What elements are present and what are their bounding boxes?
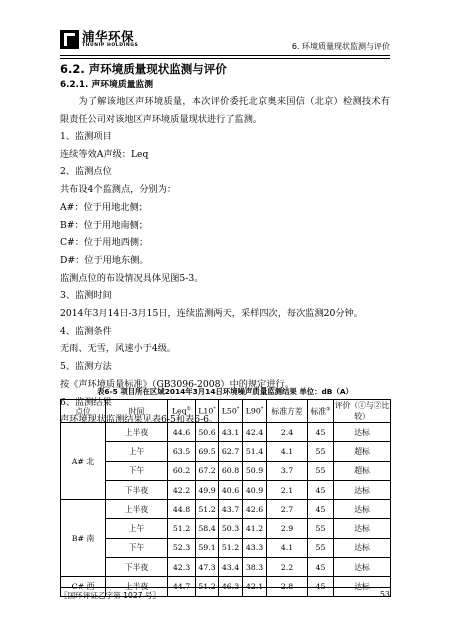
table-cell: 43.7 — [219, 500, 243, 519]
detail-line: 1、监测项目 — [60, 131, 112, 142]
table-cell: 2.2 — [267, 558, 308, 577]
table-cell: 51.2 — [219, 538, 243, 557]
detail-line: 按《声环境质量标准》（GB3096-2008）中的规定进行。 — [60, 378, 294, 390]
table-cell: 44.6 — [168, 423, 196, 442]
table-cell: 上半夜 — [106, 577, 168, 596]
chapter-title: 6. 环境质量现状监测与评价 — [291, 42, 390, 51]
table-cell: 50.6 — [196, 423, 219, 442]
subsection-heading: 6.2.1. 声环境质量监测 — [60, 80, 154, 90]
table-cell: 51.2 — [196, 500, 219, 519]
header-divider — [60, 55, 390, 56]
table-cell: 超标 — [334, 442, 391, 461]
header-l50: L50* — [219, 400, 243, 423]
table-header-row — [61, 400, 391, 423]
table-cell: 42.1 — [243, 577, 267, 596]
table-row — [61, 480, 391, 499]
detail-line: 无雨、无雪，风速小于4级。 — [60, 343, 177, 355]
table-cell: 52.3 — [168, 538, 196, 557]
table-cell: 43.1 — [219, 423, 243, 442]
table-cell: 43.4 — [219, 558, 243, 577]
thunip-logo-icon — [60, 30, 79, 49]
license-number: 〖国环评证乙字第 1027 号〗 — [60, 591, 161, 600]
table-cell: 达标 — [334, 538, 391, 557]
table-cell: 50.9 — [243, 461, 267, 480]
table-cell: 50.3 — [219, 519, 243, 538]
table-cell: 下午 — [106, 461, 168, 480]
detail-line: B#：位于用地南侧； — [60, 219, 148, 231]
table-row — [61, 423, 391, 442]
table-row — [61, 538, 391, 557]
detail-line: D#：位于用地东侧。 — [60, 254, 149, 266]
table-cell: 4.1 — [267, 538, 308, 557]
table-cell: 2.9 — [267, 519, 308, 538]
table-cell: 42.4 — [243, 423, 267, 442]
table-cell: 49.9 — [196, 480, 219, 499]
site-cell: A# 北 — [61, 423, 106, 500]
table-cell: 46.3 — [219, 577, 243, 596]
table-cell: 51.4 — [243, 442, 267, 461]
table-cell: 55 — [308, 461, 334, 480]
table-row — [61, 461, 391, 480]
table-row — [61, 519, 391, 538]
table-cell: 59.1 — [196, 538, 219, 557]
table-cell: 60.8 — [219, 461, 243, 480]
table-cell: 达标 — [334, 558, 391, 577]
table-cell: 44.8 — [168, 500, 196, 519]
table-cell: 下半夜 — [106, 558, 168, 577]
table-cell: 上午 — [106, 442, 168, 461]
table-cell: 下午 — [106, 538, 168, 557]
table-cell: 62.7 — [219, 442, 243, 461]
detail-line: 3、监测时间 — [60, 290, 112, 302]
footer-divider — [60, 587, 390, 588]
table-cell: 42.6 — [243, 500, 267, 519]
table-cell: 超标 — [334, 461, 391, 480]
section-heading: 6.2. 声环境质量现状监测与评价 — [60, 62, 227, 76]
table-cell: 达标 — [334, 480, 391, 499]
table-cell: 45 — [308, 500, 334, 519]
logo-chinese-name: 浦华环保 — [82, 28, 135, 44]
table-cell: 达标 — [334, 423, 391, 442]
detail-line: 5、监测方法 — [60, 361, 112, 373]
table-cell: 3.7 — [267, 461, 308, 480]
header-l90: L90* — [243, 400, 267, 423]
table-cell: 2.8 — [267, 577, 308, 596]
table-cell: 4.1 — [267, 442, 308, 461]
header-divider-thin — [60, 58, 390, 59]
header-l10: L10* — [196, 400, 219, 423]
table-cell: 58.4 — [196, 519, 219, 538]
monitoring-details — [60, 128, 390, 429]
page-footer — [60, 590, 390, 604]
table-cell: 上半夜 — [106, 423, 168, 442]
table-cell: 45 — [308, 577, 334, 596]
table-cell: 51.2 — [196, 577, 219, 596]
detail-line: C#：位于用地西侧； — [60, 237, 149, 249]
header-standard: 标准② — [308, 400, 334, 423]
detail-line: 2014年3月14日-3月15日，连续监测两天，采样四次，每次监测20分钟。 — [60, 308, 363, 320]
header-site: 点位 — [61, 400, 106, 423]
table-cell: 42.2 — [168, 480, 196, 499]
header-std-dev: 标准方差 — [267, 400, 308, 423]
table-cell: 67.2 — [196, 461, 219, 480]
detail-line: 4、监测条件 — [60, 325, 112, 337]
table-cell: 45 — [308, 480, 334, 499]
table-cell: 40.9 — [243, 480, 267, 499]
detail-line: 6、监测结果 — [60, 396, 112, 408]
table-cell: 2.4 — [267, 423, 308, 442]
table-cell: 达标 — [334, 519, 391, 538]
detail-line: 监测点位的布设情况具体见图5-3。 — [60, 272, 204, 284]
table-cell: 45 — [308, 558, 334, 577]
table-cell: 55 — [308, 538, 334, 557]
table-cell: 上午 — [106, 519, 168, 538]
document-body — [60, 60, 390, 429]
table-cell: 43.3 — [243, 538, 267, 557]
table-cell: 69.5 — [196, 442, 219, 461]
header-leq: Leq① — [168, 400, 196, 423]
table-row — [61, 558, 391, 577]
table-cell: 45 — [308, 423, 334, 442]
header-evaluation: 评价（①与②比较） — [334, 401, 390, 421]
table-cell: 2.1 — [267, 480, 308, 499]
detail-line: 连续等效A声级：Leq — [60, 148, 149, 160]
table-cell: 60.2 — [168, 461, 196, 480]
intro-paragraph: 为了解该地区声环境质量，本次评价委托北京奥来国信（北京）检测技术有限责任公司对该地区声环境质量现状进行了监测。 — [60, 96, 390, 125]
table-cell: 44.7 — [168, 577, 196, 596]
site-cell: B# 南 — [61, 500, 106, 577]
table-cell: 47.3 — [196, 558, 219, 577]
table-cell: 42.3 — [168, 558, 196, 577]
table-cell: 上半夜 — [106, 500, 168, 519]
company-logo — [60, 30, 138, 49]
detail-line: 声环境现状监测结果见表6-5和表6-6。 — [60, 414, 219, 426]
table-cell: 38.3 — [243, 558, 267, 577]
table-cell: 40.6 — [219, 480, 243, 499]
page-number: 53 — [379, 590, 390, 599]
detail-line: A#：位于用地北侧； — [60, 201, 148, 213]
table-cell: 41.2 — [243, 519, 267, 538]
header-time: 时间 — [106, 400, 168, 423]
table-cell: 达标 — [334, 577, 391, 596]
table-cell: 下半夜 — [106, 480, 168, 499]
table-row — [61, 442, 391, 461]
table-row — [61, 500, 391, 519]
table-cell: 达标 — [334, 500, 391, 519]
site-cell: C# 西 — [61, 577, 106, 596]
table-cell: 55 — [308, 519, 334, 538]
table-caption: 表6-5 项目所在区域2014年3月14日环境噪声质量监测结果 单位：dB（A） — [97, 387, 353, 396]
page-header — [60, 30, 390, 52]
table-cell: 51.2 — [168, 519, 196, 538]
table-cell: 55 — [308, 442, 334, 461]
table-cell: 63.5 — [168, 442, 196, 461]
logo-english-name: THUNIP HOLDINGS — [82, 43, 139, 48]
detail-line: 共布设4个监测点，分别为： — [60, 184, 177, 196]
table-cell: 2.7 — [267, 500, 308, 519]
detail-line: 2、监测点位 — [60, 166, 112, 178]
noise-monitoring-table — [60, 399, 391, 597]
